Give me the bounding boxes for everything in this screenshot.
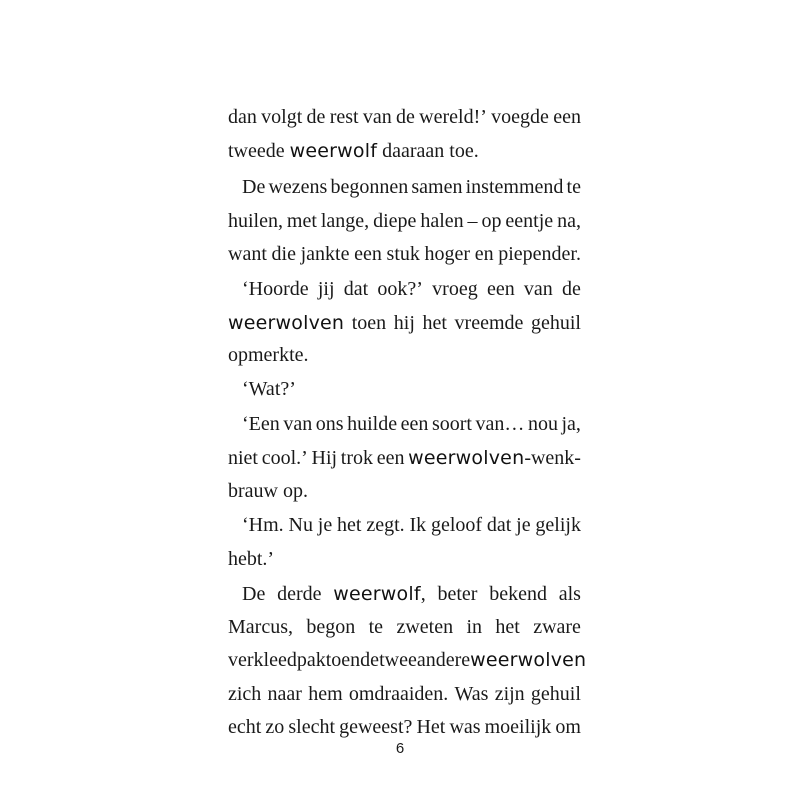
word: omdraaiden. xyxy=(348,683,449,705)
word: derde xyxy=(277,583,322,605)
word: bekend xyxy=(489,583,547,605)
word: begonnen xyxy=(330,176,409,198)
word: dat xyxy=(486,514,512,536)
word: geloof xyxy=(430,514,483,536)
word: Het xyxy=(416,716,446,738)
text-line xyxy=(228,310,581,336)
word: trok xyxy=(340,447,373,469)
hyphenated-word xyxy=(333,581,425,607)
word: voegde xyxy=(491,106,549,128)
word: instemmend xyxy=(465,176,564,198)
word: ‘Hoorde xyxy=(242,278,309,300)
word: te xyxy=(368,616,384,638)
text-line xyxy=(228,581,581,607)
word: te xyxy=(566,176,581,198)
word: diepe xyxy=(373,210,417,232)
word: Nu xyxy=(288,514,313,536)
word: jij xyxy=(317,278,335,300)
text-line-content: hebt.’ xyxy=(228,548,275,570)
word: echt xyxy=(228,716,262,738)
word-suffix: , xyxy=(420,583,426,605)
word: piepender. xyxy=(498,243,581,265)
word: zo xyxy=(265,716,285,738)
word: het xyxy=(422,312,447,334)
word: cool.’ xyxy=(261,447,308,469)
word: je xyxy=(317,514,333,536)
word: zijn xyxy=(494,683,525,705)
word: geweest? xyxy=(339,716,413,738)
word: de xyxy=(396,106,415,128)
word: daaraan xyxy=(382,140,445,162)
text-line xyxy=(228,714,581,740)
word: toen xyxy=(351,312,387,334)
word: ja, xyxy=(561,413,581,435)
text-line xyxy=(228,445,581,471)
page-number: 6 xyxy=(395,740,405,757)
word: begon xyxy=(306,616,356,638)
text-line xyxy=(228,614,581,640)
word: de xyxy=(360,649,380,671)
word: dat xyxy=(343,278,369,300)
word: gelijk xyxy=(535,514,581,536)
stylized-word: weerwolven xyxy=(470,649,587,671)
text-line xyxy=(228,208,581,234)
text-line xyxy=(228,376,595,402)
word: je xyxy=(516,514,531,536)
word: lange, xyxy=(320,210,370,232)
hyphenated-word xyxy=(408,445,581,471)
word: niet xyxy=(228,447,258,469)
word: Hij xyxy=(311,447,338,469)
word: was xyxy=(449,716,481,738)
word: na, xyxy=(557,210,581,232)
word: van xyxy=(283,413,313,435)
word: huilde xyxy=(347,413,398,435)
word: ook?’ xyxy=(377,278,423,300)
word: samen xyxy=(411,176,463,198)
word: als xyxy=(558,583,581,605)
word: halen xyxy=(420,210,464,232)
text-line-content: brauw op. xyxy=(228,480,308,502)
word: een xyxy=(376,447,405,469)
word: een xyxy=(553,106,581,128)
text-line xyxy=(228,478,581,504)
word: het xyxy=(337,514,362,536)
word: een xyxy=(354,243,382,265)
stylized-word: weerwolven xyxy=(408,447,525,469)
text-line-content: ‘Wat?’ xyxy=(242,378,296,400)
word: vroeg xyxy=(432,278,478,300)
text-line xyxy=(228,647,587,673)
word: en xyxy=(474,243,494,265)
word: moeilijk xyxy=(484,716,552,738)
word: Was xyxy=(454,683,489,705)
word: gehuil xyxy=(530,683,581,705)
word: vreemde xyxy=(454,312,524,334)
word: in xyxy=(466,616,483,638)
word: want xyxy=(228,243,267,265)
word: het xyxy=(495,616,520,638)
word: zegt. xyxy=(366,514,405,536)
word: die xyxy=(271,243,296,265)
word: Marcus, xyxy=(228,616,293,638)
word: andere xyxy=(416,649,471,671)
stylized-word: weerwolf xyxy=(289,140,378,162)
word: een xyxy=(400,413,429,435)
word: nou xyxy=(527,413,558,435)
word: zich xyxy=(228,683,262,705)
word: hem xyxy=(308,683,343,705)
text-line-content: opmerkte. xyxy=(228,344,309,366)
word: van xyxy=(523,278,553,300)
word: slecht xyxy=(288,716,336,738)
word: twee xyxy=(379,649,417,671)
word: de xyxy=(562,278,581,300)
text-line xyxy=(228,174,581,200)
word: ‘Een xyxy=(242,413,280,435)
word: op xyxy=(481,210,502,232)
word: ons xyxy=(315,413,344,435)
word: zware xyxy=(533,616,581,638)
text-line xyxy=(228,512,581,538)
text-line xyxy=(228,276,581,302)
text-line xyxy=(228,138,581,164)
word: met xyxy=(286,210,317,232)
word: hoger xyxy=(424,243,471,265)
word: – xyxy=(467,210,478,232)
text-line xyxy=(228,546,581,572)
word: soort xyxy=(431,413,472,435)
word: dan xyxy=(228,106,257,128)
text-line xyxy=(228,104,581,130)
word: toe. xyxy=(449,140,479,162)
word: om xyxy=(555,716,581,738)
word: Ik xyxy=(409,514,427,536)
word: rest xyxy=(329,106,359,128)
word: naar xyxy=(267,683,302,705)
text-line xyxy=(228,342,581,368)
word: gehuil xyxy=(530,312,581,334)
text-line xyxy=(228,681,581,707)
word: zweten xyxy=(396,616,454,638)
word: van… xyxy=(475,413,525,435)
word: de xyxy=(306,106,326,128)
word: De xyxy=(242,176,266,198)
word: een xyxy=(486,278,515,300)
word: jankte xyxy=(300,243,350,265)
text-line xyxy=(228,411,581,437)
word: toen xyxy=(325,649,361,671)
word: volgt xyxy=(261,106,303,128)
word: tweede xyxy=(228,140,285,162)
stylized-word: weerwolf xyxy=(333,583,421,605)
word: ‘Hm. xyxy=(242,514,284,536)
word: wereld!’ xyxy=(419,106,487,128)
text-line xyxy=(228,241,581,267)
word: verkleedpak xyxy=(228,649,326,671)
word: wezens xyxy=(268,176,328,198)
stylized-word: weerwolven xyxy=(228,312,345,334)
word: beter xyxy=(437,583,478,605)
word: van xyxy=(362,106,392,128)
word: eentje xyxy=(505,210,554,232)
word: hij xyxy=(393,312,415,334)
word: huilen, xyxy=(228,210,283,232)
word: stuk xyxy=(386,243,420,265)
word: De xyxy=(242,583,266,605)
word-suffix: -wenk- xyxy=(524,447,581,469)
